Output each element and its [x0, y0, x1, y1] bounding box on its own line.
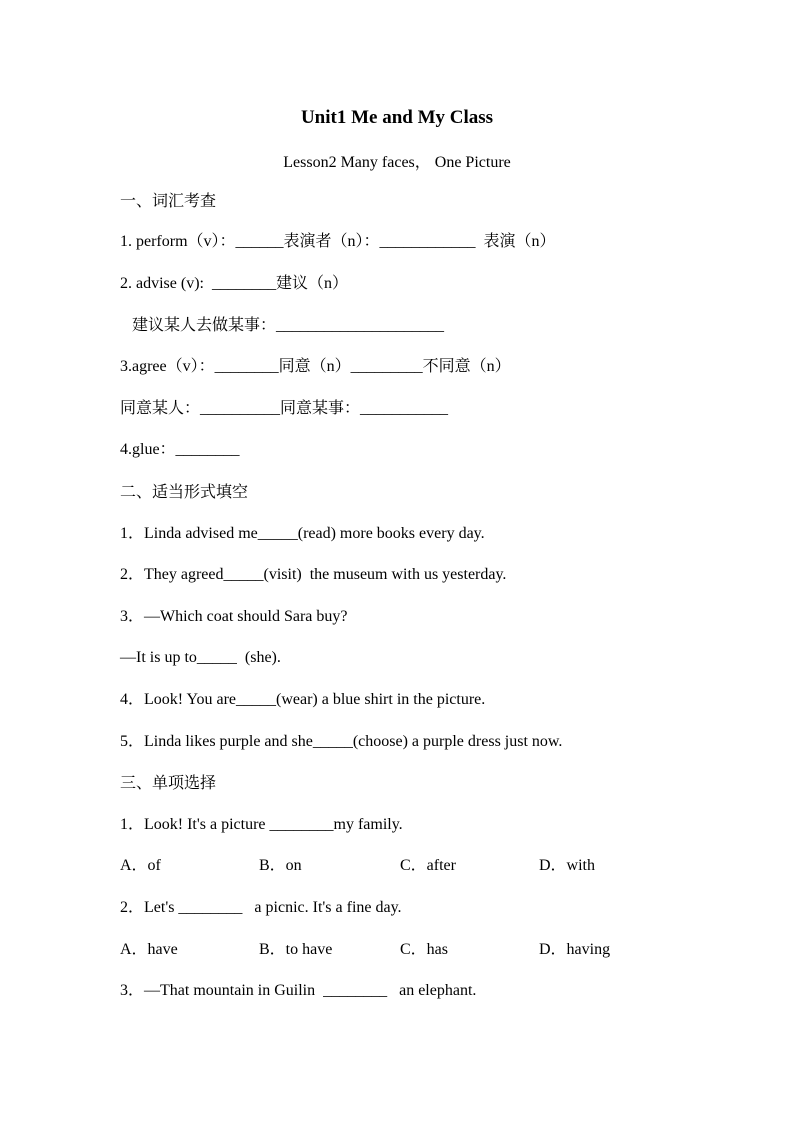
- vocab-item-1: 1. perform（v）：______表演者（n）：____________ 表演（n）: [120, 233, 556, 250]
- mc-q1-option-d: D．with: [539, 857, 596, 874]
- mc-q2-option-d: D．having: [539, 941, 611, 958]
- mc-question-2: 2．Let's ________ a picnic. It's a fine day.: [120, 899, 402, 916]
- section3-heading: 三、单项选择: [120, 773, 217, 792]
- mc-q1-option-b: B．on: [259, 857, 302, 874]
- fill-item-4: 4．Look! You are_____(wear) a blue shirt in the picture.: [120, 691, 486, 708]
- mc-q2-option-a: A．have: [120, 941, 178, 958]
- mc-question-3: 3．—That mountain in Guilin ________ an elephant.: [120, 982, 477, 999]
- vocab-item-4: 4.glue：________: [120, 441, 240, 458]
- vocab-item-3: 3.agree（v）：________同意（n）_________不同意（n）: [120, 358, 511, 375]
- vocab-item-2: 2. advise (v): ________建议（n）: [120, 275, 348, 292]
- mc-question-1: 1．Look! It's a picture ________my family.: [120, 816, 403, 833]
- fill-item-3b: —It is up to_____ (she).: [120, 649, 281, 666]
- mc-q1-option-c: C．after: [400, 857, 456, 874]
- mc-q2-option-c: C．has: [400, 941, 449, 958]
- page-subtitle: Lesson2 Many faces， One Picture: [283, 154, 511, 171]
- mc-q2-option-b: B．to have: [259, 941, 333, 958]
- vocab-item-3b: 同意某人：__________同意某事：___________: [120, 400, 449, 417]
- section1-heading: 一、词汇考查: [120, 191, 217, 210]
- vocab-item-2b: 建议某人去做某事：_____________________: [120, 317, 445, 334]
- fill-item-2: 2．They agreed_____(visit) the museum with us yesterday.: [120, 566, 507, 583]
- fill-item-1: 1．Linda advised me_____(read) more books every day.: [120, 525, 485, 542]
- fill-item-3: 3．—Which coat should Sara buy?: [120, 608, 348, 625]
- fill-item-5: 5．Linda likes purple and she_____(choose) a purple dress just now.: [120, 733, 563, 750]
- mc-q1-option-a: A．of: [120, 857, 161, 874]
- section2-heading: 二、适当形式填空: [120, 482, 249, 501]
- page-title: Unit1 Me and My Class: [300, 107, 494, 128]
